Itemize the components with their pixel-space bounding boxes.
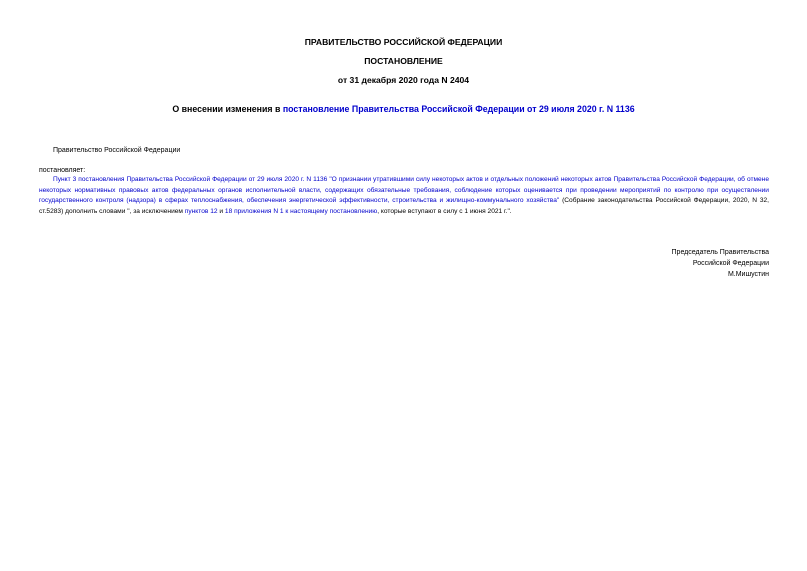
paragraph-1-text-1: (Собрание законодательства Российской Федерации, 2020, N 32, ст.5283) дополнить словами ", за исключением	[39, 197, 769, 215]
item-12-link[interactable]: пунктов 12	[184, 207, 218, 215]
signature-title-line-2: Российской Федерации	[692, 260, 769, 267]
document-date-number: от 31 декабря 2020 года N 2404	[337, 75, 470, 85]
paragraph-1-text-3: , которые вступают в силу с 1 июня 2021 г.".	[377, 207, 512, 215]
resolution-1136-link[interactable]: Пункт 3 постановления Правительства Российской Федерации от 29 июля 2020 г. N 1136 "О признании утратившими силу некоторых актов и отдельных положений некоторых актов Правительства Российской Федерации, об отмене некоторых нормативных правовых актов федеральных органов исполнительной власти, содержащих обязательные требования, соблюдение которых оценивается при проведении мероприятий по контролю при осуществлении государственного контроля (надзора) в сферах теплоснабжения, обеспечения энергетической эффективности, строительства и жилищно-коммунального хозяйства"	[39, 176, 769, 204]
paragraph-1	[39, 175, 769, 217]
document-type: ПОСТАНОВЛЕНИЕ	[364, 56, 443, 66]
signature-title-line-1: Председатель Правительства	[671, 249, 769, 256]
title-prefix: О внесении изменения в	[172, 104, 283, 114]
government-header: ПРАВИТЕЛЬСТВО РОССИЙСКОЙ ФЕДЕРАЦИИ	[304, 37, 503, 47]
government-line: Правительство Российской Федерации	[53, 147, 181, 154]
item-18-appendix-link[interactable]: 18 приложения N 1 к настоящему постановлению	[224, 207, 378, 215]
resolves-line: постановляет:	[39, 167, 86, 174]
paragraph-1-text-2: и	[217, 207, 225, 215]
title-link[interactable]: постановление Правительства Российской Федерации от 29 июля 2020 г. N 1136	[282, 104, 635, 114]
document-title	[0, 104, 807, 115]
signature-name: М.Мишустин	[727, 271, 769, 278]
